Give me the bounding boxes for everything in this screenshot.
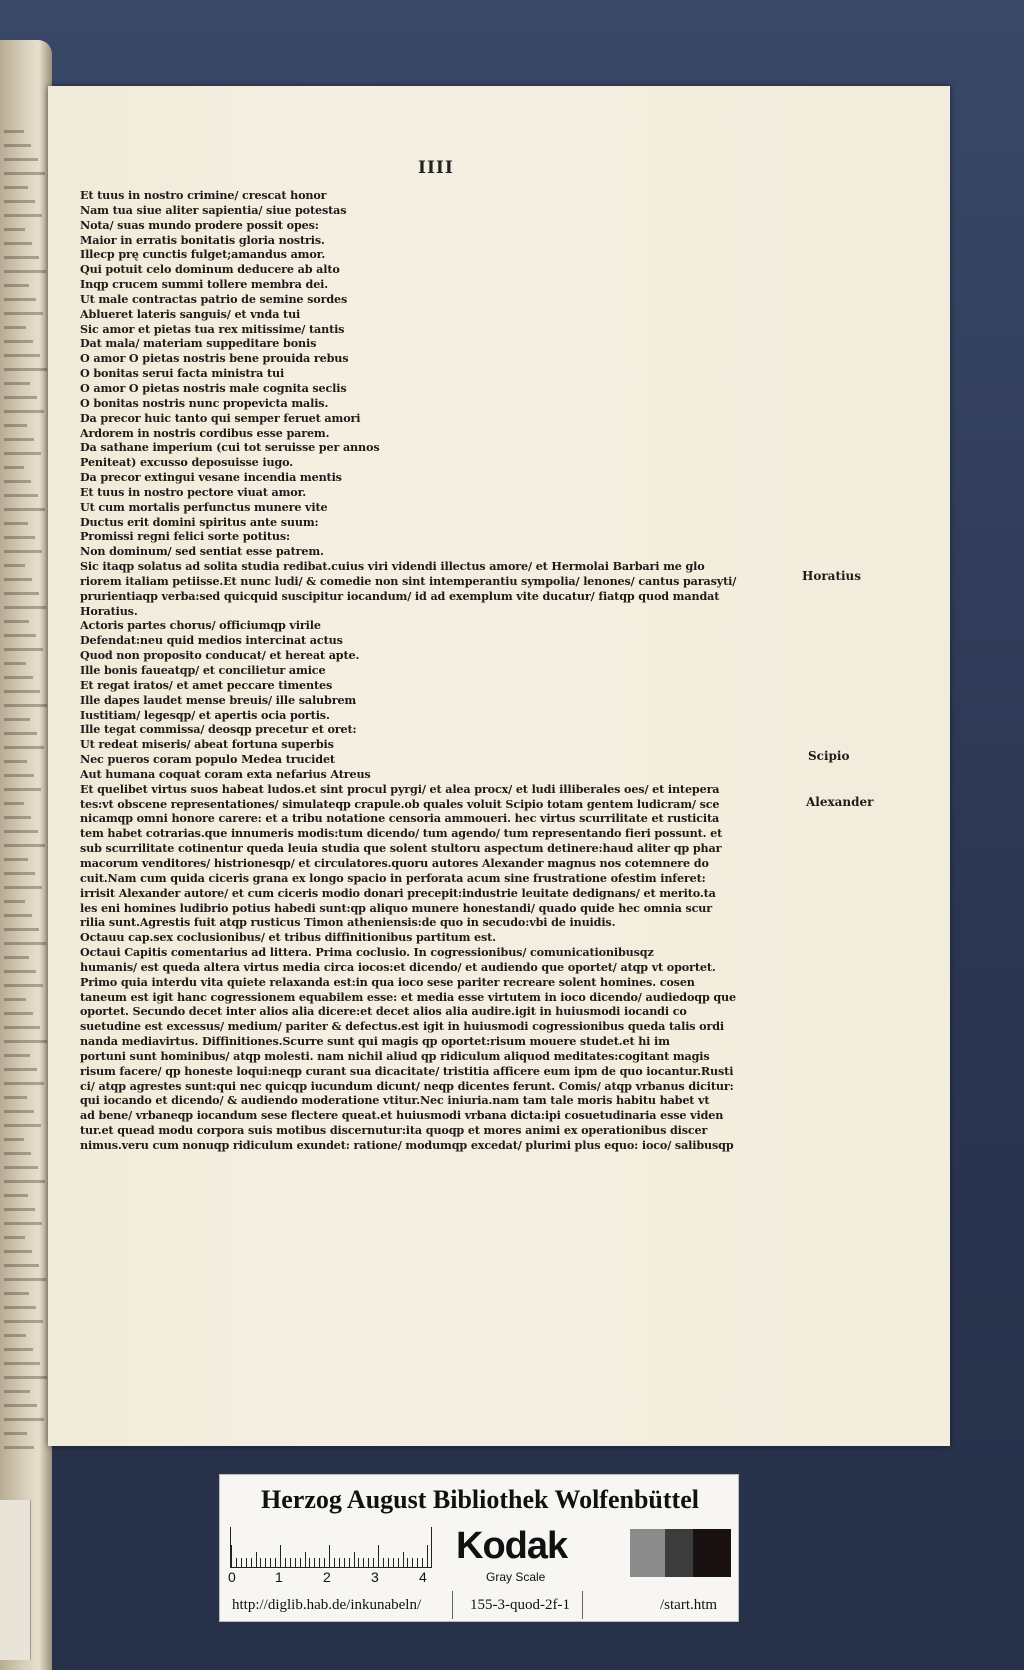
- previous-page-text-line: [4, 508, 45, 511]
- previous-page-text-line: [4, 984, 43, 987]
- text-line: Quod non proposito conducat/ et hereat apte.: [80, 648, 360, 663]
- ruler-tick: [373, 1558, 374, 1567]
- text-line: Illecp prę cunctis fulget;amandus amor.: [80, 247, 326, 262]
- margin-note-horatius: Horatius: [802, 569, 862, 583]
- text-line: Horatius.: [80, 603, 138, 618]
- text-line: portuni sunt hominibus/ atqp molesti. nam nichil aliud qp ridiculum aliquod meditates:cogitant magis: [80, 1048, 710, 1063]
- text-block: [80, 188, 780, 1153]
- book-page: [48, 86, 950, 1446]
- ruler-tick: [403, 1552, 404, 1567]
- previous-page-text-line: [4, 844, 45, 847]
- previous-page-text-line: [4, 1306, 36, 1309]
- previous-page-text-line: [4, 1110, 34, 1113]
- previous-page-text-line: [4, 522, 28, 525]
- previous-page-text-line: [4, 130, 24, 133]
- previous-page-text-line: [4, 368, 47, 371]
- previous-page-text-line: [4, 914, 32, 917]
- text-line: suetudine est excessus/ medium/ pariter & defectus.est igit in huiusmodi cogressionibus queda talis ordi: [80, 1019, 725, 1034]
- text-line: Sic amor et pietas tua rex mitissime/ tantis: [80, 321, 345, 336]
- ruler-tick: [422, 1558, 423, 1567]
- previous-page-text-line: [4, 424, 27, 427]
- text-line: Maior in erratis bonitatis gloria nostris.: [80, 232, 325, 247]
- ruler-tick: [334, 1558, 335, 1567]
- previous-page-text-line: [4, 298, 36, 301]
- previous-page-text-line: [4, 536, 35, 539]
- previous-page-text-line: [4, 1362, 40, 1365]
- previous-page-text-line: [4, 662, 26, 665]
- previous-page-text-line: [4, 382, 30, 385]
- text-line: Non dominum/ sed sentiat esse patrem.: [80, 544, 324, 559]
- previous-page-text-line: [4, 1432, 27, 1435]
- previous-page-text-line: [4, 1124, 41, 1127]
- previous-page-text-line: [4, 284, 29, 287]
- text-line: Nam tua siue aliter sapientia/ siue potestas: [80, 202, 347, 217]
- text-line: irrisit Alexander autore/ et cum ciceris modio donari precepit:industrie leuitate dedignans/ et merito.ta: [80, 885, 716, 900]
- ruler-tick: [427, 1545, 428, 1567]
- ruler-tick: [388, 1558, 389, 1567]
- gray-swatch-light: [630, 1529, 665, 1577]
- ruler-tick: [324, 1558, 325, 1567]
- previous-page-text-line: [4, 480, 31, 483]
- text-line: O bonitas serui facta ministra tui: [80, 366, 285, 381]
- previous-page-text-line: [4, 200, 35, 203]
- previous-page-text-line: [4, 998, 26, 1001]
- text-line: tem habet cotrarias.que innumeris modis:tum dicendo/ tum agendo/ tum representando fieri possunt. et: [80, 826, 723, 841]
- ruler-number: 1: [275, 1569, 283, 1585]
- text-line: O bonitas nostris nunc propevicta malis.: [80, 395, 329, 410]
- gray-swatch-dark: [693, 1529, 731, 1577]
- ruler-tick: [329, 1545, 330, 1567]
- previous-page-text-line: [4, 718, 30, 721]
- ruler-tick: [314, 1558, 315, 1567]
- previous-page-text-line: [4, 592, 39, 595]
- previous-page-text-line: [4, 410, 44, 413]
- ruler-tick: [417, 1558, 418, 1567]
- previous-page-text-line: [4, 746, 44, 749]
- text-line: rilia sunt.Agrestis fuit atqp rusticus Timon atheniensis:de quo in secudo:vbi de inuidis.: [80, 915, 616, 930]
- text-line: Sic itaqp solatus ad solita studia redibat.cuius viri videndi illectus amore/ et Hermolai Barbari me glo: [80, 559, 705, 574]
- previous-page-text-line: [4, 144, 31, 147]
- text-line: Da sathane imperium (cui tot seruisse per annos: [80, 440, 380, 455]
- previous-page-text-line: [4, 1082, 44, 1085]
- text-line: Et regat iratos/ et amet peccare timentes: [80, 677, 333, 692]
- text-line: Da precor huic tanto qui semper feruet amori: [80, 410, 361, 425]
- text-line: nimus.veru cum nonuqp ridiculum exundet: ratione/ modumqp excedat/ plurimi plus equo: ioco/ salibusqp: [80, 1138, 734, 1152]
- previous-page-text-line: [4, 1278, 46, 1281]
- text-line: Ut redeat miseris/ abeat fortuna superbis: [80, 737, 334, 752]
- ruler-tick: [256, 1552, 257, 1567]
- previous-page-text-line: [4, 1418, 44, 1421]
- text-line: nicamqp omni honore carere: et a tribu notatione censoria ammoueri. hec virtus scurrilitate et rusticita: [80, 811, 720, 826]
- previous-page-text-line: [4, 648, 43, 651]
- previous-page-text-line: [4, 466, 24, 469]
- gray-swatch-mid: [665, 1529, 693, 1577]
- ruler-tick: [407, 1558, 408, 1567]
- text-line: tur.et quead modu corpora suis motibus discernutur:ita quoqp et mores animi ex operationibus discer: [80, 1123, 708, 1138]
- previous-page-text-line: [4, 1236, 25, 1239]
- ruler-tick: [354, 1552, 355, 1567]
- previous-page-text-line: [4, 242, 32, 245]
- library-name: Herzog August Bibliothek Wolfenbüttel: [261, 1485, 699, 1514]
- text-line: Ablueret lateris sanguis/ et vnda tui: [80, 306, 301, 321]
- margin-note-alexander: Alexander: [806, 795, 874, 809]
- previous-page-text-line: [4, 1320, 43, 1323]
- ruler-tick: [398, 1558, 399, 1567]
- previous-page-text-line: [4, 620, 29, 623]
- previous-page-text-line: [4, 1026, 40, 1029]
- text-line: Primo quia interdu vita quiete relaxanda est:in qua ioco sese pariter recreare solent homines. cosen: [80, 974, 695, 989]
- previous-page-text-line: [4, 816, 31, 819]
- text-line: O amor O pietas nostris bene prouida rebus: [80, 351, 349, 366]
- ruler-tick: [246, 1558, 247, 1567]
- kodak-logo: Kodak: [456, 1525, 568, 1567]
- text-line: cuit.Nam cum quida ciceris grana ex longo spacio in perforata acum sine frustratione ofestim inferet:: [80, 870, 706, 885]
- previous-page-text-line: [4, 214, 42, 217]
- ruler-tick: [319, 1558, 320, 1567]
- text-line: Qui potuit celo dominum deducere ab alto: [80, 262, 340, 277]
- previous-page-text-line: [4, 1194, 28, 1197]
- text-line: Peniteat) excusso deposuisse iugo.: [80, 455, 293, 470]
- ruler-tick: [300, 1558, 301, 1567]
- ruler-tick: [275, 1558, 276, 1567]
- ruler-number: 3: [371, 1569, 379, 1585]
- previous-page-text-line: [4, 1166, 38, 1169]
- text-line: Aut humana coquat coram exta nefarius Atreus: [80, 766, 371, 781]
- ruler-tick: [358, 1558, 359, 1567]
- previous-page-text-line: [4, 1390, 30, 1393]
- previous-page-text-line: [4, 452, 41, 455]
- previous-page-text-line: [4, 1250, 32, 1253]
- ruler-tick: [383, 1558, 384, 1567]
- text-line: nanda mediavirtus. Diffinitiones.Scurre sunt qui magis qp oportet:risum mouere studet.et hi im: [80, 1034, 670, 1049]
- text-line: ad bene/ vrbaneqp iocandum sese flectere queat.et huiusmodi vrbana dicta:ipi cosuetudinaria esse viden: [80, 1108, 724, 1123]
- text-line: risum facere/ qp honeste loqui:neqp curant sua dicacitate/ tristitia afficere eum ipm de quo iocantur.Rusti: [80, 1063, 734, 1078]
- previous-page-text-line: [4, 172, 45, 175]
- label-url-right: /start.htm: [660, 1597, 718, 1613]
- text-line: Ut cum mortalis perfunctus munere vite: [80, 499, 328, 514]
- library-label-card: [219, 1474, 739, 1622]
- previous-page-text-line: [4, 928, 39, 931]
- previous-page-text-line: [4, 1068, 37, 1071]
- previous-page-text-line: [4, 550, 42, 553]
- previous-page-text-line: [4, 690, 40, 693]
- label-divider: [582, 1591, 583, 1619]
- text-line: prurientiaqp verba:sed quicquid suscipitur iocandum/ id ad exemplum vite ducatur/ fiatqp quod mandat: [80, 588, 720, 603]
- text-line: Actoris partes chorus/ officiumqp virile: [80, 618, 321, 633]
- text-line: Defendat:neu quid medios intercinat actus: [80, 633, 343, 648]
- text-line: macorum venditores/ histrionesqp/ et circulatores.quoru autores Alexander magnus nos cotemnere do: [80, 855, 709, 870]
- text-line: Ille tegat commissa/ deosqp precetur et oret:: [80, 722, 357, 737]
- text-line: oportet. Secundo decet inter alios alia dicere:et decet alios alia audire.igit in huiusmodi iocandi co: [80, 1004, 687, 1019]
- previous-page-text-line: [4, 186, 28, 189]
- ruler-tick: [309, 1558, 310, 1567]
- previous-page-text-line: [4, 788, 41, 791]
- ruler-tick: [290, 1558, 291, 1567]
- previous-page-text-line: [4, 1446, 34, 1449]
- previous-page-text-line: [4, 606, 46, 609]
- gray-scale-caption: Gray Scale: [486, 1570, 546, 1584]
- previous-page-text-line: [4, 270, 46, 273]
- previous-page-text-line: [4, 396, 37, 399]
- text-line: Et tuus in nostro crimine/ crescat honor: [80, 188, 327, 202]
- text-line: Ut male contractas patrio de semine sordes: [80, 291, 348, 306]
- text-line: Ductus erit domini spiritus ante suum:: [80, 514, 319, 529]
- previous-page-text-line: [4, 326, 26, 329]
- ruler-tick: [412, 1558, 413, 1567]
- label-url-mid: 155-3-quod-2f-1: [470, 1597, 570, 1613]
- previous-page-text-line: [4, 1180, 45, 1183]
- previous-page-text-line: [4, 886, 42, 889]
- ruler-tick: [265, 1558, 266, 1567]
- ruler-tick: [280, 1545, 281, 1567]
- text-line: Da precor extingui vesane incendia mentis: [80, 470, 342, 485]
- text-line: sub scurrilitate cotinentur queda leuia studia que solent stultoru aspectum detinere:haud aliter qp phar: [80, 841, 722, 856]
- text-line: Ardorem in nostris cordibus esse parem.: [80, 425, 330, 440]
- previous-page-text-line: [4, 942, 46, 945]
- text-line: qui iocando et dicendo/ & audiendo moderatione vtitur.Nec iniuria.nam tam tale moris habitu habet vt: [80, 1093, 710, 1108]
- previous-page-text-line: [4, 1348, 33, 1351]
- text-line: taneum est igit hanc cogressionem equabilem esse: et media esse virtutem in ioco dicendo/ audiedoqp que: [80, 989, 737, 1004]
- previous-page-text-line: [4, 1138, 24, 1141]
- text-line: Nota/ suas mundo prodere possit opes:: [80, 217, 319, 232]
- text-line: Dat mala/ materiam suppeditare bonis: [80, 336, 317, 351]
- text-line: Ille bonis faueatqp/ et concilietur amice: [80, 663, 326, 677]
- previous-page-text-line: [4, 228, 25, 231]
- ruler-tick: [231, 1545, 232, 1567]
- previous-page-text-line: [4, 900, 25, 903]
- previous-page-text-line: [4, 956, 29, 959]
- previous-page-text-line: [4, 872, 35, 875]
- previous-page-text-line: [4, 634, 36, 637]
- previous-page-text-line: [4, 1208, 35, 1211]
- spine-label: [0, 1500, 31, 1660]
- ruler-tick: [260, 1558, 261, 1567]
- previous-page-text-line: [4, 340, 33, 343]
- ruler-tick: [339, 1558, 340, 1567]
- text-line: Promissi regni felici sorte potitus:: [80, 529, 290, 544]
- ruler-tick: [251, 1558, 252, 1567]
- previous-page-text-line: [4, 732, 37, 735]
- previous-page-text-line: [4, 438, 34, 441]
- ruler-tick: [270, 1558, 271, 1567]
- previous-page-text-line: [4, 158, 38, 161]
- previous-page-text-line: [4, 1222, 42, 1225]
- ruler-tick: [295, 1558, 296, 1567]
- ruler-number: 0: [228, 1569, 236, 1585]
- ruler-tick: [236, 1558, 237, 1567]
- scale-ruler: [230, 1527, 432, 1568]
- ruler-tick: [305, 1552, 306, 1567]
- text-line: Octaui Capitis comentarius ad littera. Prima coclusio. In cogressionibus/ comunicationibusqz: [80, 945, 654, 960]
- label-divider: [452, 1591, 453, 1619]
- ruler-tick: [393, 1558, 394, 1567]
- previous-page-text-line: [4, 494, 38, 497]
- previous-page-text-line: [4, 802, 24, 805]
- text-line: Et quelibet virtus suos habeat ludos.et sint procul pyrgi/ et alea procx/ et ludi illiberales oes/ et intepera: [80, 781, 720, 796]
- previous-page-text-line: [4, 1264, 39, 1267]
- previous-page-text-line: [4, 1404, 37, 1407]
- ruler-tick: [363, 1558, 364, 1567]
- folio-number: IIII: [418, 158, 454, 178]
- previous-page-text-line: [4, 1012, 33, 1015]
- text-line: Nec pueros coram populo Medea trucidet: [80, 752, 335, 767]
- previous-page-text-line: [4, 858, 28, 861]
- ruler-tick: [378, 1545, 379, 1567]
- text-line: les eni homines ludibrio potius habedi sunt:qp aliquo munere honestandi/ quado quide hec omnia scur: [80, 900, 713, 915]
- margin-note-scipio: Scipio: [808, 749, 850, 763]
- ruler-tick: [285, 1558, 286, 1567]
- text-line: humanis/ est queda altera virtus media circa iocos:et dicendo/ et audiendo que oportet/ atqp vt oportet.: [80, 959, 716, 974]
- text-line: Ille dapes laudet mense breuis/ ille salubrem: [80, 692, 357, 707]
- previous-page-text-line: [4, 312, 43, 315]
- text-line: Iustitiam/ legesqp/ et apertis ocia portis.: [80, 707, 330, 722]
- previous-page-text-line: [4, 1292, 29, 1295]
- text-line: Inqp crucem summi tollere membra dei.: [80, 277, 329, 292]
- previous-page-edge: [0, 40, 52, 1670]
- previous-page-text-line: [4, 774, 34, 777]
- text-line: Octauu cap.sex coclusionibus/ et tribus diffinitionibus partitum est.: [80, 930, 496, 945]
- label-url-left: http://diglib.hab.de/inkunabeln/: [232, 1597, 422, 1613]
- previous-page-text-line: [4, 1054, 30, 1057]
- previous-page-text-line: [4, 676, 33, 679]
- previous-page-text-line: [4, 564, 25, 567]
- text-line: Et tuus in nostro pectore viuat amor.: [80, 484, 307, 499]
- previous-page-text-line: [4, 1152, 31, 1155]
- text-line: ci/ atqp agrestes sunt:qui nec quicqp iucundum dicunt/ neqp dicentes ferunt. Comis/ atqp vrbanus dicitur:: [80, 1078, 734, 1093]
- previous-page-text-line: [4, 760, 27, 763]
- ruler-number: 2: [323, 1569, 331, 1585]
- ruler-number: 4: [419, 1569, 427, 1585]
- previous-page-text-line: [4, 354, 40, 357]
- text-line: tes:vt obscene representationes/ simulateqp crapule.ob quales voluit Scipio totam gentem ludicram/ sce: [80, 796, 720, 811]
- previous-page-text-line: [4, 1040, 47, 1043]
- ruler-tick: [368, 1558, 369, 1567]
- previous-page-text-line: [4, 1096, 27, 1099]
- previous-page-text-line: [4, 256, 39, 259]
- ruler-tick: [241, 1558, 242, 1567]
- previous-page-text-line: [4, 1376, 47, 1379]
- text-line: riorem italiam petiisse.Et nunc ludi/ & comedie non sint intemperantiu sympolia/ lenones/ cantus parasyti/: [80, 573, 737, 588]
- previous-page-text-line: [4, 830, 38, 833]
- ruler-tick: [349, 1558, 350, 1567]
- ruler-tick: [344, 1558, 345, 1567]
- text-line: O amor O pietas nostris male cognita seclis: [80, 380, 347, 395]
- previous-page-text-line: [4, 1334, 26, 1337]
- previous-page-text-line: [4, 578, 32, 581]
- previous-page-text-line: [4, 704, 47, 707]
- previous-page-text-line: [4, 970, 36, 973]
